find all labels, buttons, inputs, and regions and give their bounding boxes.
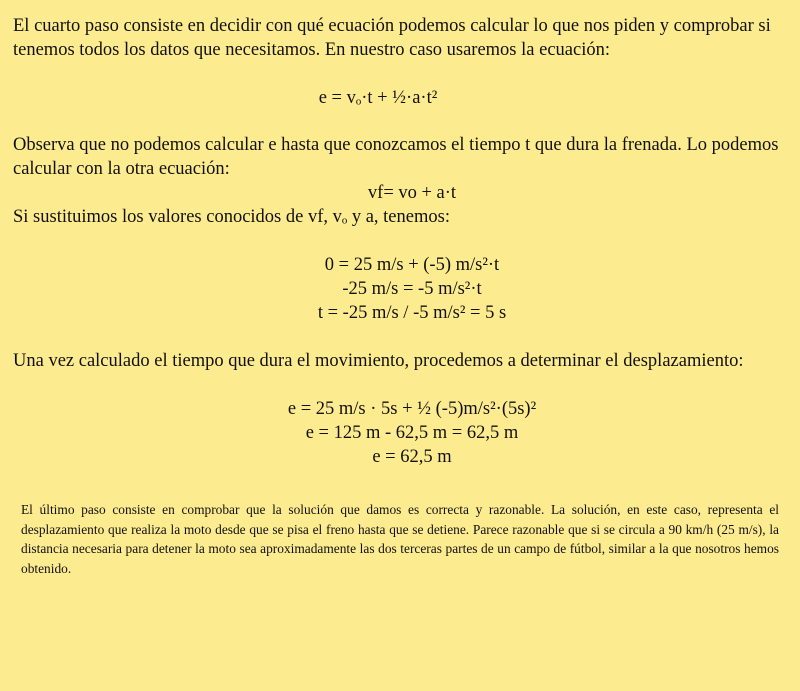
observe-paragraph: Observa que no podemos calcular e hasta que conozcamos el tiempo t que dura la frenada. Lo podemos calcular con la otra ecuación: — [13, 135, 779, 179]
time-calc-line-1: 0 = 25 m/s + (-5) m/s²·t — [324, 255, 500, 275]
time-calc-line-2: -25 m/s = -5 m/s²·t — [342, 279, 482, 299]
displacement-calc-line-1: e = 25 m/s · 5s + ½ (-5)m/s²·(5s)² — [287, 399, 537, 419]
velocity-equation: vf= vo + a·t — [367, 183, 457, 203]
main-equation: e = vₒ·t + ½·a·t² — [318, 88, 438, 108]
final-step-paragraph: El último paso consiste en comprobar que la solución que damos es correcta y razonable. La solución, en este caso, representa el desplazamiento que realiza la moto desde que se pisa el freno hasta que se detiene. Parece razonable que si se circula a 90 km/h (25 m/s), la distancia necesaria para detener la moto sea aproximadamente las dos terceras partes de un campo de fútbol, similar a la que nosotros hemos obtenido. — [21, 502, 779, 577]
once-calculated-paragraph: Una vez calculado el tiempo que dura el movimiento, procedemos a determinar el desplazamiento: — [13, 351, 744, 371]
substitute-paragraph: Si sustituimos los valores conocidos de vf, vₒ y a, tenemos: — [13, 207, 450, 227]
displacement-calc-line-3: e = 62,5 m — [372, 447, 452, 467]
displacement-calc-line-2: e = 125 m - 62,5 m = 62,5 m — [305, 423, 519, 443]
intro-paragraph: El cuarto paso consiste en decidir con qué ecuación podemos calcular lo que nos piden y comprobar si tenemos todos los datos que necesitamos. En nuestro caso usaremos la ecuación: — [13, 16, 771, 60]
time-calc-line-3: t = -25 m/s / -5 m/s² = 5 s — [317, 303, 507, 323]
